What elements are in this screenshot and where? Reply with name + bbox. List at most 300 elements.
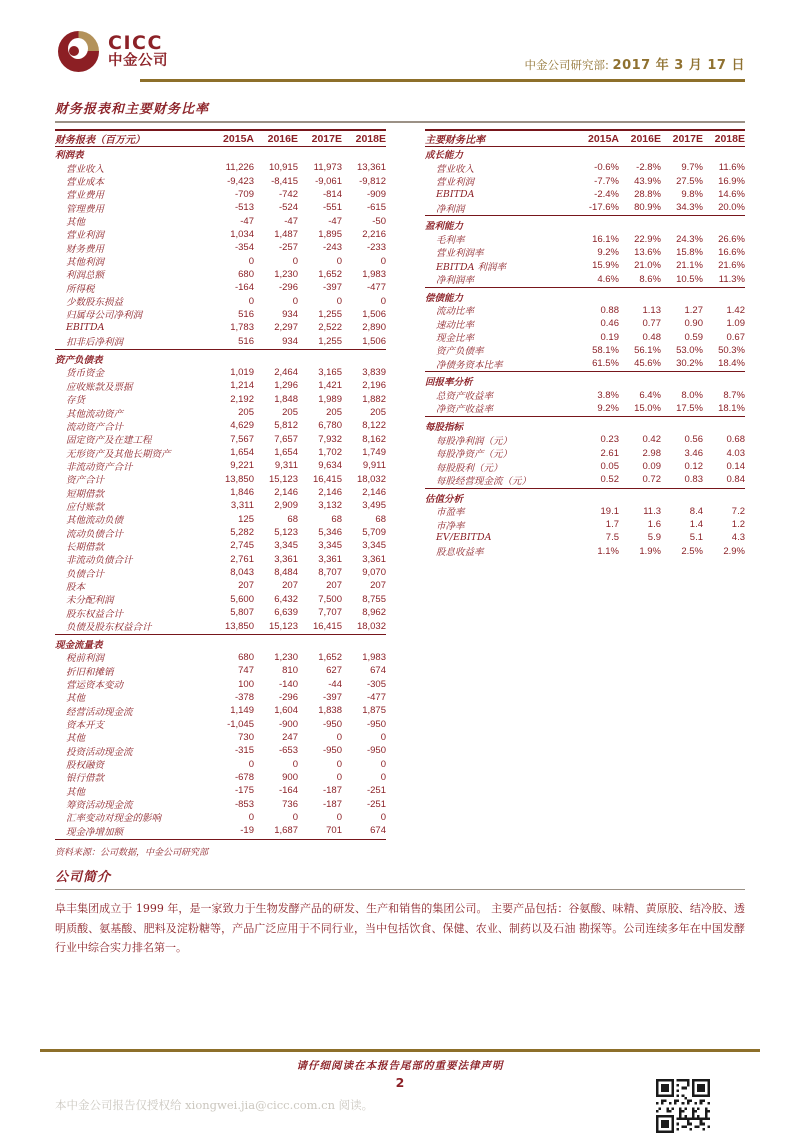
section-header-row xyxy=(425,290,745,304)
row-label: 管理费用 xyxy=(66,203,105,215)
row-value: -524 xyxy=(278,202,298,214)
row-value: 7,500 xyxy=(318,593,342,605)
table-row xyxy=(55,757,386,770)
row-value: 2,745 xyxy=(230,540,254,552)
row-value: 2,464 xyxy=(274,366,298,378)
row-label: 应收账款及票据 xyxy=(66,381,133,393)
row-value: 2,522 xyxy=(318,322,342,334)
logo-text-en: CICC xyxy=(108,32,163,55)
section-header-row xyxy=(425,374,745,388)
row-value: -950 xyxy=(366,745,386,757)
source-note: 资料来源：公司数据，中金公司研究部 xyxy=(55,847,209,858)
table-row xyxy=(425,232,745,245)
column-header: 2018E xyxy=(714,132,745,145)
research-dept-date xyxy=(525,54,745,73)
row-value: 8.6% xyxy=(639,273,661,285)
row-value: 0 xyxy=(248,758,254,770)
row-value: 627 xyxy=(326,665,342,677)
table-row xyxy=(425,201,745,214)
row-value: -9,423 xyxy=(227,175,254,187)
column-header: 2015A xyxy=(223,132,254,145)
row-value: 680 xyxy=(238,268,254,280)
row-value: -17.6% xyxy=(588,202,619,214)
row-value: 1,034 xyxy=(230,228,254,240)
row-value: 0.84 xyxy=(726,474,745,486)
row-value: 16,415 xyxy=(312,620,342,632)
row-value: 18,032 xyxy=(356,620,386,632)
row-label: 速动比率 xyxy=(436,319,475,331)
table-row xyxy=(55,717,386,730)
row-label: 营业收入 xyxy=(66,163,105,175)
row-value: 1,487 xyxy=(274,228,298,240)
row-value: 1,230 xyxy=(274,651,298,663)
row-label: 归属母公司净利润 xyxy=(66,310,143,322)
table-row xyxy=(425,246,745,259)
row-value: 1,983 xyxy=(362,268,386,280)
row-label: 折旧和摊销 xyxy=(66,666,114,678)
row-value: 9,634 xyxy=(318,460,342,472)
row-value: 0.48 xyxy=(642,331,661,343)
row-value: -653 xyxy=(278,745,298,757)
row-value: 3,361 xyxy=(274,553,298,565)
row-value: -296 xyxy=(278,691,298,703)
column-header: 2017E xyxy=(311,132,342,145)
row-value: -7.7% xyxy=(594,175,619,187)
table-row xyxy=(55,188,386,201)
row-value: 9.7% xyxy=(681,162,703,174)
row-label: 营运资本变动 xyxy=(66,680,124,692)
row-label: 净利润 xyxy=(436,203,465,215)
row-value: 0 xyxy=(248,811,254,823)
page-number: 2 xyxy=(395,1075,405,1090)
row-value: 247 xyxy=(282,731,298,743)
row-value: 5,709 xyxy=(362,527,386,539)
row-label: 少数股东损益 xyxy=(66,297,124,309)
row-value: 3,311 xyxy=(230,500,254,512)
row-value: -2.8% xyxy=(636,162,661,174)
row-value: 2.9% xyxy=(723,545,745,557)
cicc-logo-wordmark xyxy=(108,34,168,68)
row-label: 其他 xyxy=(66,786,86,798)
row-value: 1,255 xyxy=(318,308,342,320)
table-row xyxy=(55,308,386,321)
section-label: 资产负债表 xyxy=(55,354,103,366)
row-value: -243 xyxy=(322,242,342,254)
row-value: -251 xyxy=(366,798,386,810)
row-value: 9,911 xyxy=(362,460,386,472)
row-value: 0 xyxy=(380,771,386,783)
table-row xyxy=(55,214,386,227)
row-value: -615 xyxy=(366,202,386,214)
row-value: 11.3% xyxy=(718,273,745,285)
row-value: 1,846 xyxy=(230,487,254,499)
section-divider xyxy=(425,488,745,489)
row-value: 9,070 xyxy=(362,567,386,579)
row-label: 税前利润 xyxy=(66,653,105,665)
row-label: 营业利润 xyxy=(436,177,475,189)
row-value: 3,495 xyxy=(362,500,386,512)
row-value: 0 xyxy=(380,731,386,743)
table-row xyxy=(55,419,386,432)
row-value: -47 xyxy=(284,215,298,227)
row-value: 900 xyxy=(282,771,298,783)
row-label: 其他 xyxy=(66,733,86,745)
row-value: 0.68 xyxy=(726,434,745,446)
row-value: 0 xyxy=(336,295,342,307)
row-value: -47 xyxy=(240,215,254,227)
row-value: 11.3 xyxy=(643,505,661,517)
table-row xyxy=(425,188,745,201)
row-value: 68 xyxy=(331,513,342,525)
row-value: 0 xyxy=(380,255,386,267)
row-value: 207 xyxy=(238,580,254,592)
row-value: 13,850 xyxy=(224,620,254,632)
table-row xyxy=(425,304,745,317)
column-header: 2018E xyxy=(355,132,386,145)
table-row xyxy=(425,317,745,330)
table-row xyxy=(55,294,386,307)
row-value: 26.6% xyxy=(718,233,745,245)
row-value: 0 xyxy=(336,771,342,783)
row-value: 680 xyxy=(238,651,254,663)
row-value: -950 xyxy=(366,718,386,730)
row-value: 0 xyxy=(380,295,386,307)
row-label: 股东权益合计 xyxy=(66,608,124,620)
row-value: 3,345 xyxy=(318,540,342,552)
row-label: 扣非后净利润 xyxy=(66,337,124,349)
row-value: 7.5 xyxy=(605,532,619,544)
row-label: 净资产收益率 xyxy=(436,404,494,416)
row-value: 15,123 xyxy=(268,620,298,632)
table-row xyxy=(55,379,386,392)
row-value: 4.03 xyxy=(726,447,745,459)
row-value: 8.0% xyxy=(681,389,703,401)
row-value: -1,045 xyxy=(227,718,254,730)
row-label: 非流动负债合计 xyxy=(66,555,133,567)
row-value: 1,983 xyxy=(362,651,386,663)
row-value: 8,122 xyxy=(362,420,386,432)
row-value: 674 xyxy=(370,825,386,837)
row-value: -397 xyxy=(322,691,342,703)
row-label: EBITDA 利润率 xyxy=(436,261,507,273)
header-divider xyxy=(140,79,745,82)
row-label: 负债合计 xyxy=(66,568,105,580)
column-header: 2016E xyxy=(630,132,661,145)
table-row xyxy=(55,771,386,784)
table-row xyxy=(55,446,386,459)
cicc-logo-icon xyxy=(58,31,99,72)
section-header-row xyxy=(55,147,386,161)
row-value: 0 xyxy=(380,811,386,823)
row-label: 净债务资本比率 xyxy=(436,359,503,371)
row-value: 5.1 xyxy=(689,532,703,544)
table-row xyxy=(55,334,386,347)
row-label: EV/EBITDA xyxy=(436,532,492,544)
table-row xyxy=(55,664,386,677)
row-label: 应付账款 xyxy=(66,501,105,513)
row-value: -9,812 xyxy=(359,175,386,187)
row-value: 1,687 xyxy=(274,825,298,837)
row-value: -187 xyxy=(322,798,342,810)
row-label: 所得税 xyxy=(66,283,95,295)
table-row xyxy=(55,811,386,824)
row-value: 10,915 xyxy=(268,162,298,174)
row-value: 6,432 xyxy=(274,593,298,605)
row-value: 0.09 xyxy=(642,461,661,473)
row-value: 5.9 xyxy=(647,532,661,544)
row-label: 短期借款 xyxy=(66,488,105,500)
row-value: 7,657 xyxy=(274,433,298,445)
row-value: -477 xyxy=(366,691,386,703)
table-header-row xyxy=(425,129,745,147)
row-value: 0.83 xyxy=(684,474,703,486)
row-value: 0.12 xyxy=(684,461,703,473)
table-row xyxy=(55,579,386,592)
row-value: -551 xyxy=(322,202,342,214)
row-value: 810 xyxy=(282,665,298,677)
row-value: -853 xyxy=(234,798,254,810)
row-value: 16.1% xyxy=(592,233,619,245)
table-row xyxy=(55,677,386,690)
table-row xyxy=(55,366,386,379)
row-label: 货币资金 xyxy=(66,368,105,380)
row-value: 6.4% xyxy=(639,389,661,401)
row-value: 8.4 xyxy=(689,505,703,517)
row-value: 2.61 xyxy=(600,447,619,459)
row-value: 2,890 xyxy=(362,322,386,334)
row-value: 1.9% xyxy=(639,545,661,557)
table-row xyxy=(55,174,386,187)
row-value: 0.67 xyxy=(726,331,745,343)
row-value: -8,415 xyxy=(271,175,298,187)
row-label: 股权融资 xyxy=(66,760,105,772)
table-row xyxy=(425,388,745,401)
table-row xyxy=(55,651,386,664)
row-value: 1,214 xyxy=(230,380,254,392)
row-value: 1.7 xyxy=(605,519,619,531)
row-label: 负债及股东权益合计 xyxy=(66,622,152,634)
row-value: 0.77 xyxy=(642,318,661,330)
row-value: 100 xyxy=(238,678,254,690)
row-value: 1,506 xyxy=(362,335,386,347)
row-value: -378 xyxy=(234,691,254,703)
row-value: 16.6% xyxy=(718,246,745,258)
row-value: -2.4% xyxy=(594,188,619,200)
row-label: 总资产收益率 xyxy=(436,391,494,403)
row-value: 68 xyxy=(375,513,386,525)
row-value: 7,707 xyxy=(318,607,342,619)
row-value: 0.56 xyxy=(684,434,703,446)
row-value: 11,226 xyxy=(225,162,254,174)
table-row xyxy=(55,784,386,797)
row-value: -513 xyxy=(234,202,254,214)
table-row xyxy=(55,268,386,281)
row-label: 未分配利润 xyxy=(66,595,114,607)
row-value: 1,783 xyxy=(230,322,254,334)
row-value: 13,850 xyxy=(224,473,254,485)
row-label: 每股股利（元） xyxy=(436,462,503,474)
section-header-row xyxy=(425,218,745,232)
row-value: 61.5% xyxy=(592,358,619,370)
row-value: 1.2 xyxy=(731,519,745,531)
table-row xyxy=(55,566,386,579)
row-value: 2,216 xyxy=(362,228,386,240)
table-row xyxy=(55,744,386,757)
row-value: 68 xyxy=(287,513,298,525)
row-value: 5,346 xyxy=(318,527,342,539)
row-value: 2,761 xyxy=(230,553,254,565)
row-value: 207 xyxy=(282,580,298,592)
row-value: 0.59 xyxy=(684,331,703,343)
row-value: -19 xyxy=(240,825,254,837)
row-value: 0 xyxy=(336,731,342,743)
row-value: 15.0% xyxy=(634,402,661,414)
table-header-row xyxy=(55,129,386,147)
row-value: 0.46 xyxy=(600,318,619,330)
row-label: 净利润率 xyxy=(436,275,475,287)
row-value: 1,230 xyxy=(274,268,298,280)
section-header-row xyxy=(425,147,745,161)
row-value: -814 xyxy=(322,188,342,200)
row-value: 11,973 xyxy=(313,162,342,174)
row-value: 1,506 xyxy=(362,308,386,320)
row-value: -0.6% xyxy=(594,162,619,174)
row-label: 流动比率 xyxy=(436,306,475,318)
profile-title: 公司简介 xyxy=(55,870,112,885)
row-label: 其他利润 xyxy=(66,257,105,269)
section-divider xyxy=(425,215,745,216)
row-value: 21.0% xyxy=(634,260,661,272)
row-value: -164 xyxy=(278,785,298,797)
row-value: 1,882 xyxy=(362,393,386,405)
page-section-title: 财务报表和主要财务比率 xyxy=(55,102,210,117)
row-value: -742 xyxy=(278,188,298,200)
row-value: 80.9% xyxy=(634,202,661,214)
row-value: -305 xyxy=(366,678,386,690)
row-value: 730 xyxy=(238,731,254,743)
row-value: -397 xyxy=(322,282,342,294)
row-value: 674 xyxy=(370,665,386,677)
row-value: 2.5% xyxy=(681,545,703,557)
row-value: 21.1% xyxy=(676,260,703,272)
row-label: 其他 xyxy=(66,217,86,229)
row-value: 0.23 xyxy=(600,434,619,446)
research-dept-label: 中金公司研究部: xyxy=(524,58,613,72)
row-value: 15.9% xyxy=(592,260,619,272)
table-row xyxy=(425,344,745,357)
row-value: 205 xyxy=(238,407,254,419)
table-row xyxy=(55,593,386,606)
table-row xyxy=(55,691,386,704)
row-value: 1,149 xyxy=(230,705,254,717)
row-value: 8,043 xyxy=(230,567,254,579)
table-row xyxy=(55,473,386,486)
row-value: 30.2% xyxy=(676,358,703,370)
section-label: 现金流量表 xyxy=(55,639,103,651)
row-value: 1,848 xyxy=(274,393,298,405)
report-date: 2017 年 3 月 17 日 xyxy=(612,58,745,73)
table-row xyxy=(425,447,745,460)
row-value: -709 xyxy=(234,188,254,200)
table-row xyxy=(425,259,745,272)
row-value: -233 xyxy=(366,242,386,254)
row-value: 13,361 xyxy=(356,162,386,174)
column-header: 2015A xyxy=(588,132,619,145)
row-label: 固定资产及在建工程 xyxy=(66,435,152,447)
row-label: 财务费用 xyxy=(66,243,105,255)
profile-title-row xyxy=(55,866,745,890)
row-value: 0.14 xyxy=(726,461,745,473)
row-value: 934 xyxy=(282,308,298,320)
row-value: 5,282 xyxy=(230,527,254,539)
row-label: 非流动资产合计 xyxy=(66,461,133,473)
section-divider xyxy=(425,371,745,372)
row-value: 8,484 xyxy=(274,567,298,579)
section-title-row xyxy=(55,98,745,123)
row-value: 0 xyxy=(292,295,298,307)
row-value: 2,297 xyxy=(274,322,298,334)
row-value: 1,989 xyxy=(318,393,342,405)
row-value: -251 xyxy=(366,785,386,797)
row-value: 1,421 xyxy=(318,380,342,392)
row-value: -50 xyxy=(372,215,386,227)
row-value: 2.98 xyxy=(642,447,661,459)
row-value: -47 xyxy=(328,215,342,227)
row-value: 0 xyxy=(248,255,254,267)
row-value: -187 xyxy=(322,785,342,797)
row-value: 0.05 xyxy=(600,461,619,473)
row-label: 营业费用 xyxy=(66,190,105,202)
profile-text: 阜丰集团成立于 1999 年，是一家致力于生物发酵产品的研发、生产和销售的集团公司。 主要产品包括：谷氨酸、味精、黄原胶、结冷胶、透明质酸、氨基酸、肥料及淀粉糖等，产品广泛应用于不同行业，当中包括饮食、保健、农业、制药以及石油 勘探等。公司连续多年在中国发酵行业中综合实力排名第一。 xyxy=(55,902,745,955)
row-value: -900 xyxy=(278,718,298,730)
row-value: 8,962 xyxy=(362,607,386,619)
row-value: 2,146 xyxy=(274,487,298,499)
table-row xyxy=(425,330,745,343)
row-value: -950 xyxy=(322,718,342,730)
section-label: 回报率分析 xyxy=(425,377,473,389)
row-value: 4.6% xyxy=(597,273,619,285)
row-value: 2,909 xyxy=(274,500,298,512)
row-value: 4,629 xyxy=(230,420,254,432)
row-value: 9.2% xyxy=(597,246,619,258)
row-value: 1.42 xyxy=(726,304,745,316)
row-value: 27.5% xyxy=(676,175,703,187)
row-value: -296 xyxy=(278,282,298,294)
row-value: 56.1% xyxy=(634,344,661,356)
table-row xyxy=(425,460,745,473)
row-value: 1,749 xyxy=(362,447,386,459)
row-value: 0.52 xyxy=(600,474,619,486)
row-label: 营业利润 xyxy=(66,230,105,242)
table-row xyxy=(55,393,386,406)
table-row xyxy=(55,553,386,566)
section-divider xyxy=(55,839,386,840)
row-value: 3,361 xyxy=(362,553,386,565)
row-value: 207 xyxy=(370,580,386,592)
row-value: 45.6% xyxy=(634,358,661,370)
table-title: 财务报表（百万元） xyxy=(55,135,145,146)
table-row xyxy=(55,731,386,744)
table-row xyxy=(425,531,745,544)
row-value: 6,780 xyxy=(318,420,342,432)
row-value: 18,032 xyxy=(356,473,386,485)
logo-text-cn: 中金公司 xyxy=(108,52,168,69)
row-value: 1.6 xyxy=(647,519,661,531)
table-row xyxy=(55,228,386,241)
row-label: EBITDA xyxy=(436,188,475,200)
row-value: 5,807 xyxy=(230,607,254,619)
row-value: 6,639 xyxy=(274,607,298,619)
